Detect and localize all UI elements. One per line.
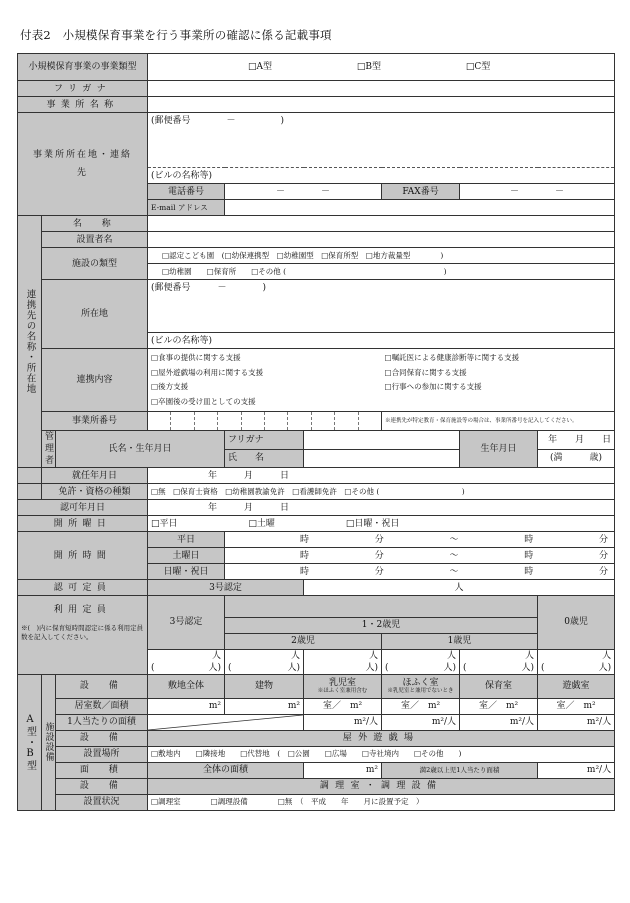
col-nursery-room: 保育室 bbox=[460, 674, 538, 698]
partner-content-label: 連携内容 bbox=[42, 349, 148, 412]
age12-label: 1・2歳児 bbox=[225, 617, 538, 633]
usage-type3-label: 3号認定 bbox=[148, 596, 225, 650]
sunday-holiday-checkbox[interactable]: □日曜・祝日 bbox=[345, 518, 400, 529]
type-c-checkbox[interactable]: □C型 bbox=[465, 62, 491, 72]
office-name-input[interactable] bbox=[148, 97, 615, 113]
col-crawling-room: ほふく室 ※乳児室と兼用でないとき bbox=[382, 674, 460, 698]
col-site: 敷地全体 bbox=[148, 674, 225, 698]
partner-content-left[interactable] bbox=[148, 349, 382, 412]
manager-license-options[interactable]: □無 □保育士資格 □幼稚園教諭免許 □看護師免許 □その他 ( ) bbox=[148, 484, 615, 500]
building-area-input[interactable]: m² bbox=[225, 698, 304, 714]
partner-facility-types-1[interactable]: □認定こども園 (□幼保連携型 □幼稚園型 □保育所型 □地方裁量型 ) bbox=[148, 248, 615, 264]
usage-age12-input-2[interactable]: 人 人) bbox=[304, 649, 382, 674]
outdoor-location-label: 設置場所 bbox=[56, 746, 148, 762]
kitchen-label: 調理室・調理設備 bbox=[148, 778, 615, 794]
capacity-type-label: 3号認定 bbox=[148, 580, 304, 596]
furigana-input[interactable] bbox=[148, 81, 615, 97]
phone-label: 電話番号 bbox=[148, 184, 225, 200]
fax-input[interactable]: － － bbox=[460, 184, 615, 200]
office-building-field[interactable]: (ビルの名称等) bbox=[148, 168, 615, 184]
outdoor-area-label: 面 積 bbox=[56, 762, 148, 778]
manager-birth-label: 生年月日 bbox=[460, 431, 538, 468]
support-doctor[interactable]: □嘱託医による健康診断等に関する支援 bbox=[384, 353, 520, 362]
equipment-label-1: 設 備 bbox=[56, 674, 148, 698]
email-label: E-mail アドレス bbox=[148, 200, 225, 216]
partner-name-input[interactable] bbox=[148, 216, 615, 232]
total-area-label: 全体の面積 bbox=[148, 762, 304, 778]
page-title: 付表2 小規模保育事業を行う事業所の確認に係る記載事項 bbox=[20, 28, 332, 42]
usage-age2-input[interactable]: 人 ( 人) bbox=[382, 649, 460, 674]
opening-hours-label: 開所時間 bbox=[18, 532, 148, 580]
site-area-input[interactable]: m² bbox=[148, 698, 225, 714]
opening-days-options[interactable] bbox=[148, 516, 615, 532]
crawling-room-input[interactable]: 室／ m² bbox=[382, 698, 460, 714]
office-postal-field[interactable]: (郵便番号 － ) bbox=[148, 113, 615, 168]
partner-office-number-label: 事業所番号 bbox=[42, 412, 148, 431]
phone-input[interactable]: － － bbox=[225, 184, 382, 200]
support-meal[interactable]: □食事の提供に関する支援 bbox=[151, 353, 241, 362]
furigana-label: フリガナ bbox=[18, 81, 148, 97]
hours-weekday-label: 平日 bbox=[148, 532, 225, 548]
partner-establisher-label: 設置者名 bbox=[42, 232, 148, 248]
nursery-per-child-input[interactable]: m²/人 bbox=[460, 714, 538, 730]
partner-establisher-input[interactable] bbox=[148, 232, 615, 248]
partner-postal-field[interactable]: (郵便番号 － ) bbox=[148, 280, 615, 333]
equipment-label-3: 設 備 bbox=[56, 778, 148, 794]
partner-facility-types-2[interactable]: □幼稚園 □保育所 □その他 ( ) bbox=[148, 264, 615, 280]
per-child-label: 1人当たりの面積 bbox=[56, 714, 148, 730]
hours-sunday-input[interactable]: 時 分 ～ 時 分 bbox=[225, 564, 615, 580]
outdoor-location-options[interactable]: □敷地内 □隣接地 □代替地 ( □公園 □広場 □寺社境内 □その他 ) bbox=[148, 746, 615, 762]
hours-saturday-label: 土曜日 bbox=[148, 548, 225, 564]
capacity-label: 認可定員 bbox=[18, 580, 148, 596]
infant-per-child-input[interactable]: m²/人 bbox=[304, 714, 382, 730]
manager-birth-input[interactable]: 年 月 日 bbox=[538, 431, 615, 450]
nursery-room-input[interactable]: 室／ m² bbox=[460, 698, 538, 714]
hours-saturday-input[interactable]: 時 分 ～ 時 分 bbox=[225, 548, 615, 564]
opening-days-label: 開所曜日 bbox=[18, 516, 148, 532]
partner-location-label: 所在地 bbox=[42, 280, 148, 349]
hours-sunday-label: 日曜・祝日 bbox=[148, 564, 225, 580]
support-graduate[interactable]: □卒園後の受け皿としての支援 bbox=[151, 396, 256, 406]
type-ab-label: A型・B型 bbox=[18, 674, 42, 810]
office-address-label: 事業所所在地・連絡先 bbox=[18, 113, 148, 216]
business-type-label: 小規模保育事業の事業類型 bbox=[18, 54, 148, 81]
col-playroom: 遊戯室 bbox=[538, 674, 615, 698]
partner-content-right[interactable] bbox=[382, 349, 615, 412]
manager-section-label: 管理者 bbox=[42, 431, 56, 468]
manager-appointed-input[interactable]: 年 月 日 bbox=[148, 468, 615, 484]
support-backup[interactable]: □後方支援 bbox=[151, 382, 189, 391]
approval-date-label: 認可年月日 bbox=[18, 500, 148, 516]
usage-type3-input[interactable]: 人 ( 人) bbox=[148, 649, 225, 674]
room-area-label: 居室数／面積 bbox=[56, 698, 148, 714]
outdoor-play-label: 屋外遊戯場 bbox=[148, 730, 615, 746]
support-outdoor[interactable]: □屋外遊戯場の利用に関する支援 bbox=[151, 367, 264, 377]
weekday-checkbox[interactable]: □平日 bbox=[151, 518, 178, 529]
crawling-per-child-input[interactable]: m²/人 bbox=[382, 714, 460, 730]
per-child-2up-label: 満2歳以上児1人当たり面積 bbox=[382, 762, 538, 778]
manager-appointed-label: 就任年月日 bbox=[42, 468, 148, 484]
business-type-options[interactable] bbox=[148, 54, 615, 81]
office-name-label: 事業所名称 bbox=[18, 97, 148, 113]
playroom-input[interactable]: 室／ m² bbox=[538, 698, 615, 714]
partner-name-label: 名 称 bbox=[42, 216, 148, 232]
age2-label: 2歳児 bbox=[225, 633, 382, 649]
col-infant-room: 乳児室 ※ほふく室兼用含む bbox=[304, 674, 382, 698]
age0-label: 0歳児 bbox=[538, 596, 615, 650]
manager-name-label: 氏名・生年月日 bbox=[56, 431, 225, 468]
manager-furigana-input[interactable] bbox=[304, 431, 460, 450]
playroom-per-child-input[interactable]: m²/人 bbox=[538, 714, 615, 730]
saturday-checkbox[interactable]: □土曜 bbox=[248, 518, 275, 529]
manager-name-sub-label: 氏 名 bbox=[225, 449, 304, 468]
usage-age1-input[interactable]: 人 ( 人) bbox=[460, 649, 538, 674]
confirmation-form-table bbox=[17, 53, 615, 811]
fax-label: FAX番号 bbox=[382, 184, 460, 200]
usage-age12-input[interactable]: 人 ( 人) bbox=[225, 649, 304, 674]
manager-name-input[interactable] bbox=[304, 449, 460, 468]
per-child-na bbox=[148, 714, 304, 730]
type-a-checkbox[interactable]: □A型 bbox=[248, 62, 273, 72]
hours-weekday-input[interactable]: 時 分 ～ 時 分 bbox=[225, 532, 615, 548]
capacity-input[interactable]: 人 bbox=[304, 580, 615, 596]
facility-equipment-label: 施設設備 bbox=[42, 674, 56, 810]
age1-label: 1歳児 bbox=[382, 633, 538, 649]
kitchen-status-options[interactable]: □調理室 □調理設備 □無 （ 平成 年 月に設置予定 ） bbox=[148, 794, 615, 810]
partner-building-field[interactable]: (ビルの名称等) bbox=[148, 333, 615, 349]
partner-office-number-input[interactable] bbox=[148, 412, 382, 431]
manager-age-input[interactable]: (満 歳) bbox=[538, 449, 615, 468]
partner-facility-type-label: 施設の類型 bbox=[42, 248, 148, 280]
equipment-label-2: 設 備 bbox=[56, 730, 148, 746]
kitchen-status-label: 設置状況 bbox=[56, 794, 148, 810]
usage-age0-input[interactable]: 人 ( 人) bbox=[538, 649, 615, 674]
total-area-input[interactable]: m² bbox=[304, 762, 382, 778]
usage-capacity-note: ※( )内に保育短時間認定に係る利用定員数を記入してください。 bbox=[18, 617, 148, 649]
support-joint-care[interactable]: □合同保育に関する支援 bbox=[384, 367, 467, 377]
support-events[interactable]: □行事への参加に関する支援 bbox=[384, 382, 482, 391]
approval-date-input[interactable]: 年 月 日 bbox=[148, 500, 615, 516]
usage-capacity-label: 利用定員 bbox=[18, 596, 148, 618]
partner-office-number-note: ※連携先が特定教育・保育施設等の場合は、事業所番号を記入してください。 bbox=[382, 412, 615, 431]
per-child-2up-input[interactable]: m²/人 bbox=[538, 762, 615, 778]
manager-license-label: 免許・資格の種類 bbox=[42, 484, 148, 500]
infant-room-input[interactable]: 室／ m² bbox=[304, 698, 382, 714]
partner-section-label: 連携先の名称・所在地 bbox=[18, 216, 42, 468]
email-input[interactable] bbox=[225, 200, 615, 216]
manager-furigana-label: フリガナ bbox=[225, 431, 304, 450]
type-b-checkbox[interactable]: □B型 bbox=[356, 62, 382, 72]
col-building: 建物 bbox=[225, 674, 304, 698]
